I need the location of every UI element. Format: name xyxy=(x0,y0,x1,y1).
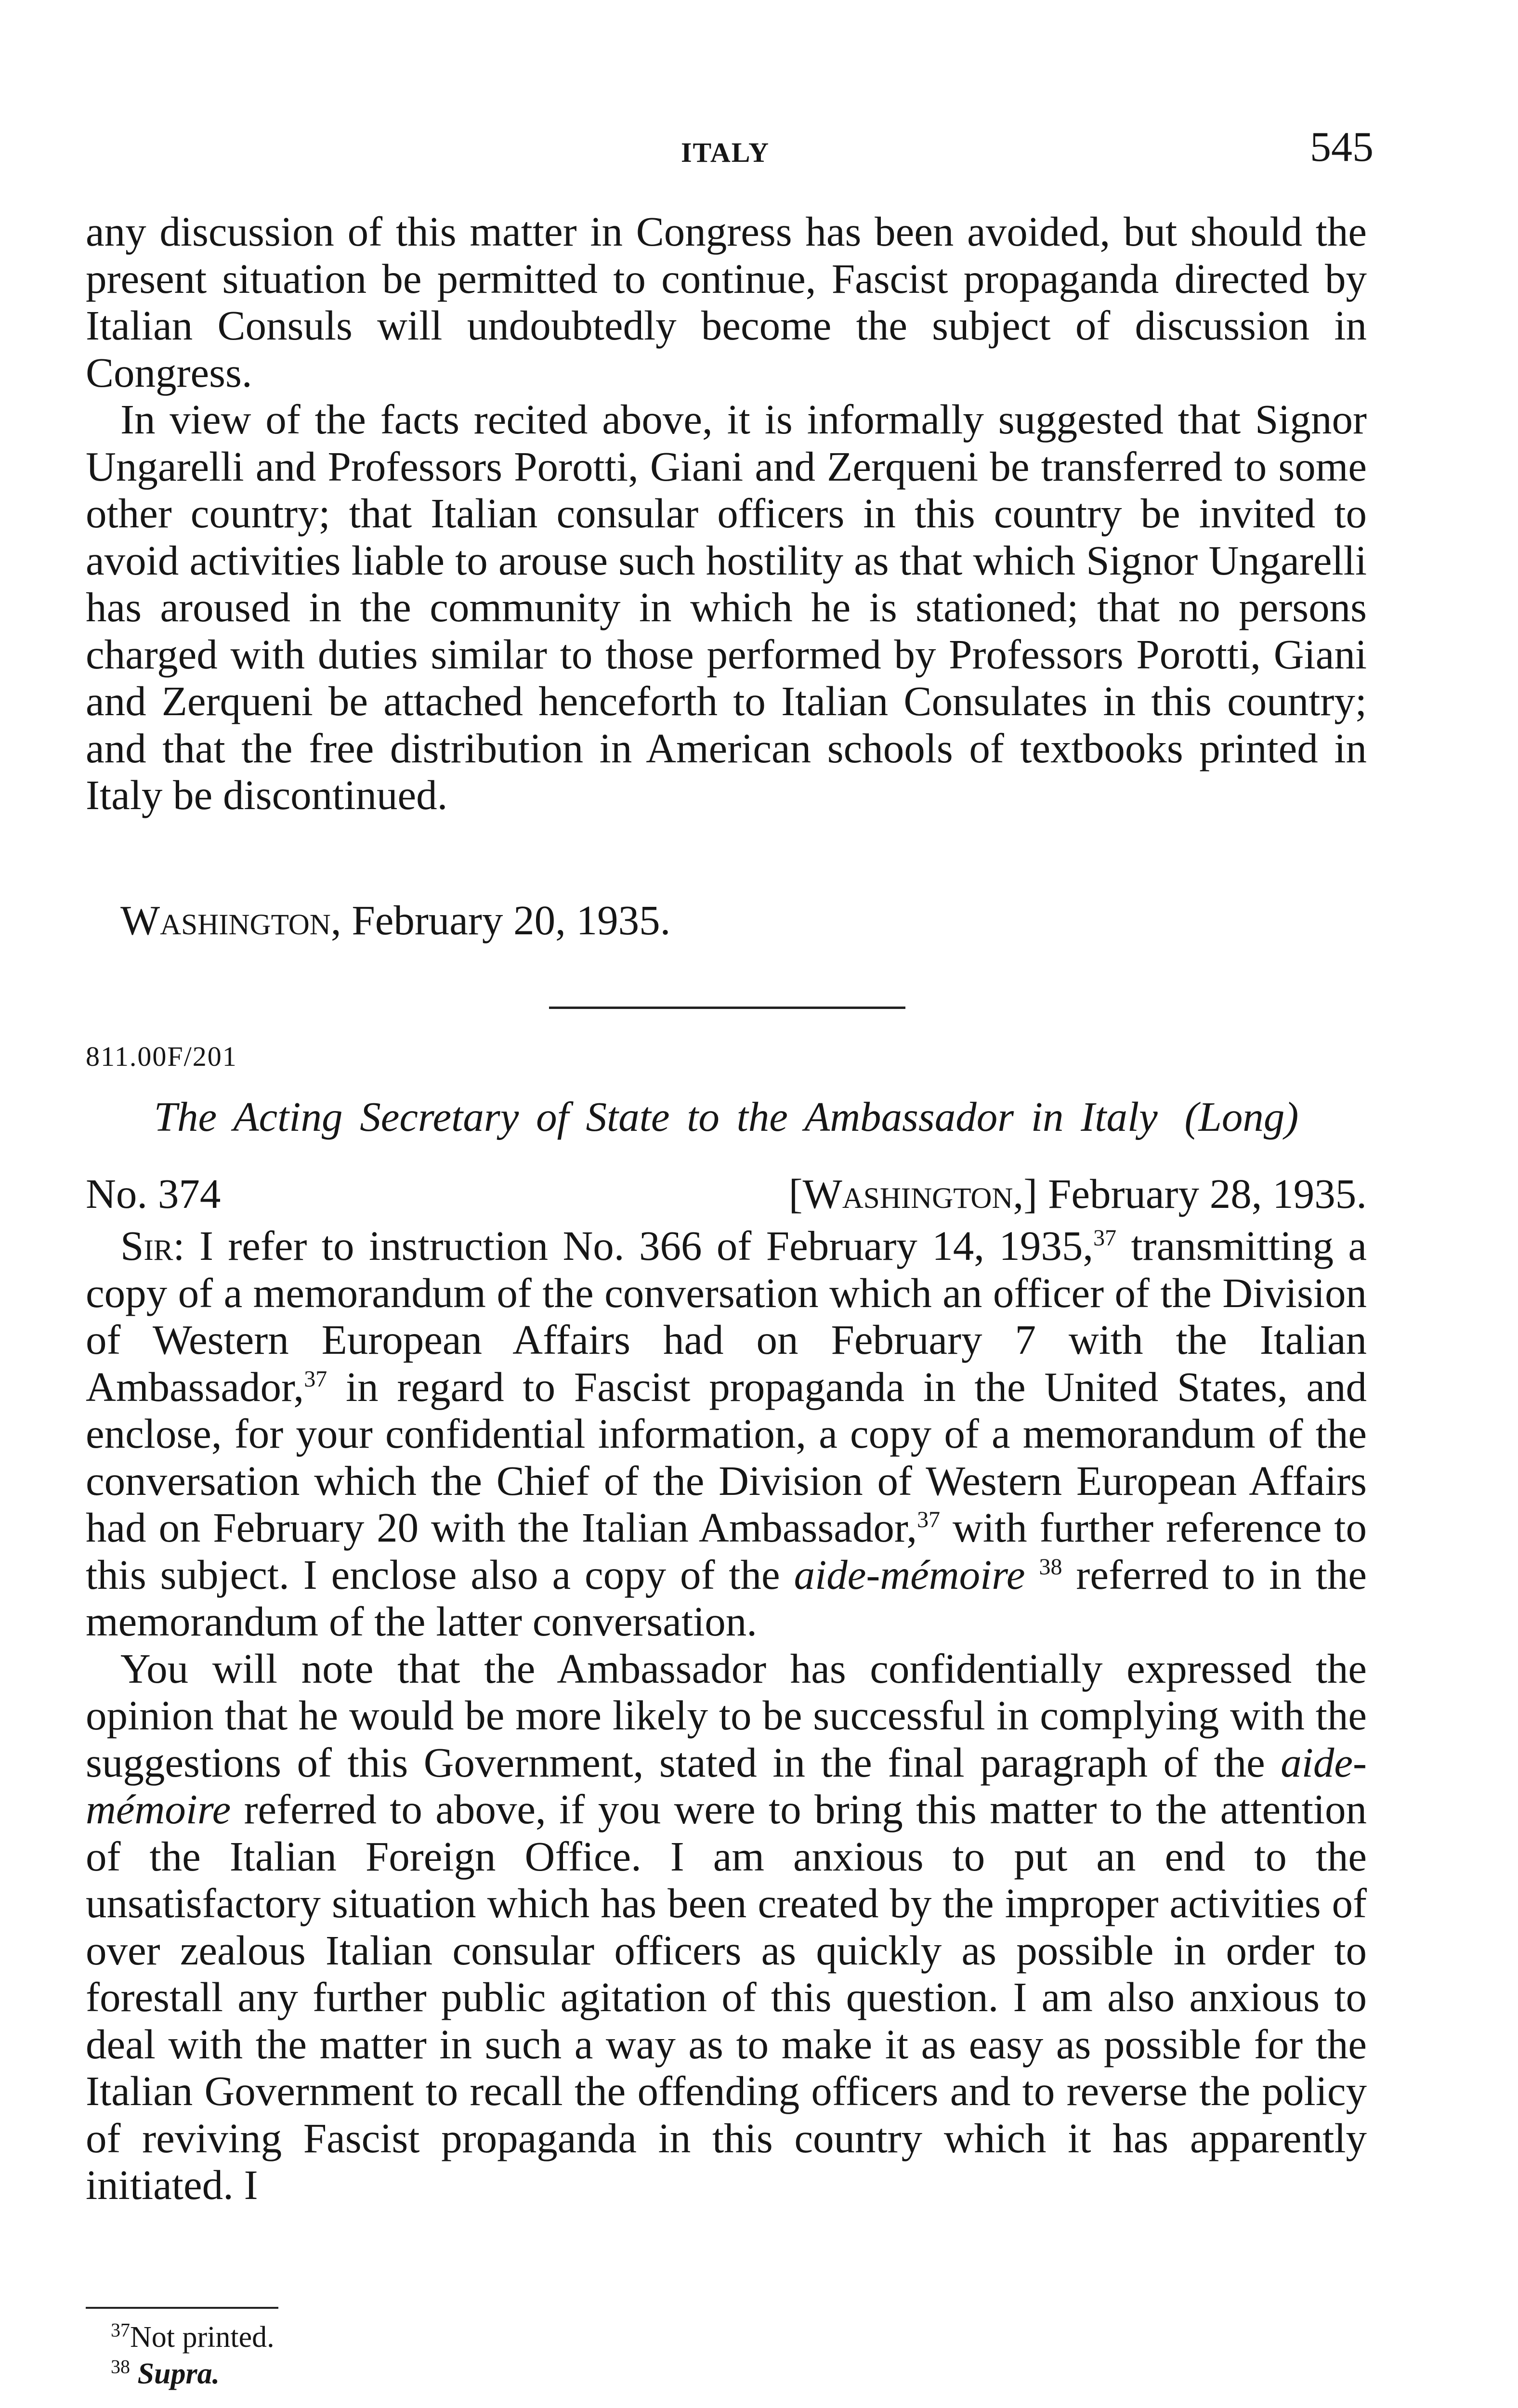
page-number: 545 xyxy=(1310,124,1374,170)
aide-memoire-term: aide-mémoire xyxy=(794,1551,1025,1598)
instruction-date: February 28, 1935. xyxy=(1047,1170,1367,1217)
p2-text-a: You will note that the Ambassador has confidentially expressed the opinion that he would be more likely to be successful in complying with the suggestions of this Government, stated in the final paragraph of the xyxy=(86,1645,1367,1786)
instruction-paragraph-2 xyxy=(86,1645,1367,2209)
footnote-divider xyxy=(86,2307,278,2309)
heading-title: The Acting Secretary of State to the Ambassador in Italy xyxy=(154,1093,1158,1140)
footnote-mark: 37 xyxy=(111,2319,130,2341)
bracket-open: [ xyxy=(788,1170,803,1217)
footnotes xyxy=(111,2319,275,2392)
top-section xyxy=(86,208,1367,819)
p1-text-a: : I refer to instruction No. 366 of February 14, 1935, xyxy=(173,1222,1094,1269)
instruction-place-date xyxy=(789,1169,1367,1218)
footnote-ref: 37 xyxy=(304,1366,327,1392)
aide-memoire-term: aide-mémoire xyxy=(86,1739,1367,1832)
dateline-place: Washington, xyxy=(120,897,341,943)
instruction-paragraph-1 xyxy=(86,1222,1367,1645)
section-divider xyxy=(549,1007,905,1009)
running-head: ITALY xyxy=(680,137,770,168)
file-number: 811.00F/201 xyxy=(86,1041,237,1072)
recommendation-paragraph: In view of the facts recited above, it is informally suggested that Signor Ungarelli and Professors Porotti, Giani and Zerqueni be transferred to some other country; that Italian consular officers in this country be invited to avoid activities liable to arouse such hostility as that which Signor Ungarelli has aroused in the community in which he is stationed; that no persons charged with duties similar to those performed by Professors Porotti, Giani and Zerqueni be attached henceforth to Italian Consulates in this country; and that the free distribution in American schools of textbooks printed in Italy be discontinued. xyxy=(86,396,1367,818)
instruction-number: No. 374 xyxy=(86,1170,221,1217)
dateline xyxy=(120,896,670,944)
p2-text-b: referred to above, if you were to bring this matter to the attention of the Italian Foreign Office. I am anxious to put an end to the unsatisfactory situation which has been created by the improper activities of over zealous Italian consular officers as quickly as possible in order to forestall any further public agitation of this question. I am also anxious to deal with the matter in such a way as to make it as easy as possible for the Italian Government to recall the offending officers and to reverse the policy of reviving Fascist propaganda in this country which it has apparently initiated. I xyxy=(86,1786,1367,2208)
p1-text-c: in regard to Fascist propaganda in the United States, and enclose, for your confidential information, a copy of a memorandum of the conversation which the Chief of the Division of Western European Affairs had on February 20 with the Italian Ambassador, xyxy=(86,1363,1367,1551)
p1-text-b: transmitting a copy of a memorandum of the conversation which an officer of the Division of Western European Affairs had on February 7 with the Italian Ambassador, xyxy=(86,1222,1367,1410)
footnote-mark: 38 xyxy=(111,2356,130,2378)
footnote-text: Supra. xyxy=(137,2357,220,2390)
salutation: Sir xyxy=(120,1222,173,1269)
footnote-ref: 38 xyxy=(1039,1554,1062,1580)
document-heading xyxy=(86,1092,1367,1141)
footnote-text: Not printed. xyxy=(130,2321,275,2354)
page-header xyxy=(77,123,1374,176)
p1-text-e: referred to in the memorandum of the latter conversation. xyxy=(86,1551,1367,1645)
continuation-paragraph: any discussion of this matter in Congress has been avoided, but should the present situation be permitted to continue, Fascist propaganda directed by Italian Consuls will undoubtedly become the subject of discussion in Congress. xyxy=(86,208,1367,396)
instruction-body xyxy=(86,1222,1367,2209)
footnote-38 xyxy=(111,2356,275,2392)
dateline-date: February 20, 1935. xyxy=(352,897,671,943)
heading-recipient: (Long) xyxy=(1184,1093,1299,1140)
bracket-close: ] xyxy=(1023,1170,1038,1217)
footnote-ref: 37 xyxy=(1093,1225,1117,1251)
instruction-place: Washington, xyxy=(802,1170,1024,1217)
footnote-37 xyxy=(111,2319,275,2356)
p1-text-d: with further reference to this subject. I enclose also a copy of the xyxy=(86,1504,1367,1598)
instruction-dateline xyxy=(86,1169,1367,1217)
footnote-ref: 37 xyxy=(917,1507,941,1532)
